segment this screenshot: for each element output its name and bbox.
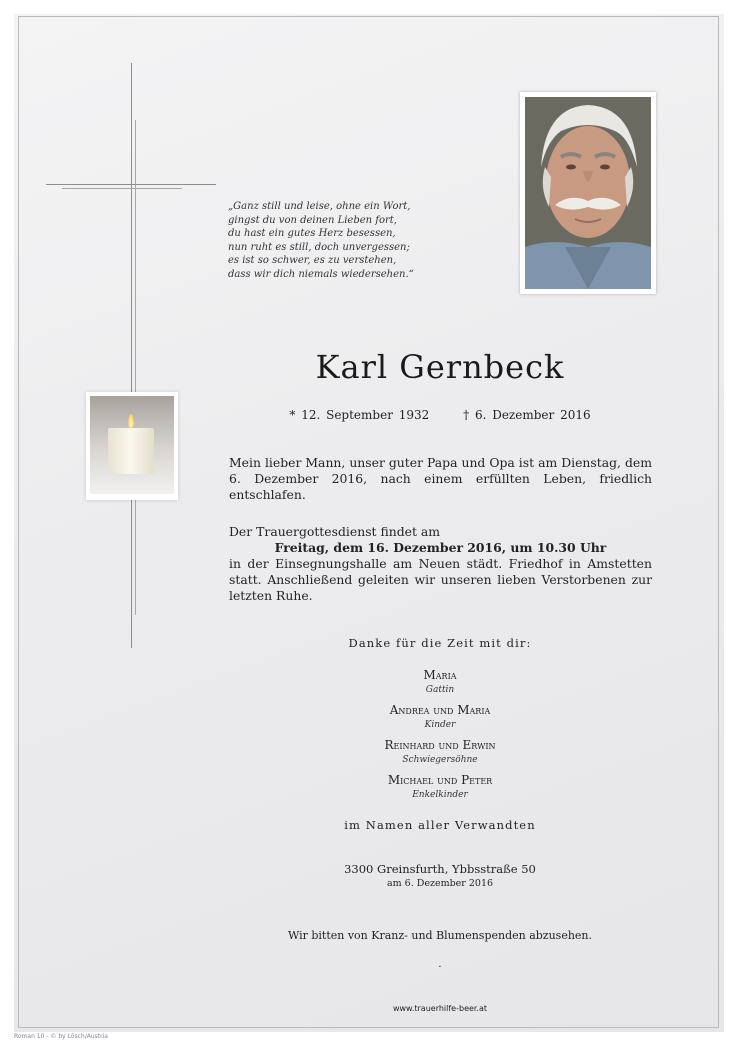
poem-line: du hast ein gutes Herz besessen, xyxy=(228,228,396,240)
portrait-photo xyxy=(520,92,656,294)
service-info xyxy=(229,524,652,604)
announcement-text: Mein lieber Mann, unser guter Papa und Opa ist am Dienstag, dem 6. Dezember 2016, nach einem erfüllten Leben, friedlich entschlafen. xyxy=(229,455,652,502)
cross-vertical-line xyxy=(131,63,132,648)
candle-image xyxy=(86,392,178,500)
website-link[interactable]: www.trauerhilfe-beer.at xyxy=(392,1004,488,1013)
candle-flame-icon xyxy=(128,414,134,428)
poem-line: gingst du von deinen Lieben fort, xyxy=(228,214,397,226)
death-date: † 6. Dezember 2016 xyxy=(463,408,591,422)
service-intro: Der Trauergottesdienst findet am xyxy=(229,524,441,539)
poem xyxy=(228,200,438,282)
portrait-figure xyxy=(525,97,651,289)
mourner-names: Maria xyxy=(423,668,457,682)
mourner-role: Gattin xyxy=(425,685,455,695)
mourner-names: Reinhard und Erwin xyxy=(384,738,496,752)
service-datetime: Freitag, dem 16. Dezember 2016, um 10.30 Uhr xyxy=(274,540,607,555)
cross-horizontal-line xyxy=(46,184,216,185)
separator-dot: · xyxy=(438,962,442,973)
birth-date: * 12. September 1932 xyxy=(289,408,430,422)
template-credit: Roman 10 - © by Lösch/Austria xyxy=(14,1033,108,1040)
poem-line: es ist so schwer, es zu verstehen, xyxy=(228,255,397,267)
mourner-names: Michael und Peter xyxy=(387,773,493,787)
thanks-line: Danke für die Zeit mit dir: xyxy=(348,636,532,650)
flowers-note: Wir bitten von Kranz- und Blumenspenden abzusehen. xyxy=(287,929,593,942)
address-date: am 6. Dezember 2016 xyxy=(386,878,494,889)
poem-line: „Ganz still und leise, ohne ein Wort, xyxy=(228,201,411,212)
candle-background xyxy=(90,396,174,494)
mourner-role: Enkelkinder xyxy=(412,790,468,800)
mourner-role: Kinder xyxy=(424,720,456,730)
mourner-role: Schwiegersöhne xyxy=(402,755,478,765)
mourner-names: Andrea und Maria xyxy=(389,703,491,717)
cross-vertical-line-inner xyxy=(135,120,136,615)
address-line: 3300 Greinsfurth, Ybbsstraße 50 xyxy=(344,862,536,876)
portrait-image xyxy=(525,97,651,289)
candle-icon xyxy=(108,428,154,474)
relatives-line: im Namen aller Verwandten xyxy=(344,818,536,832)
life-dates xyxy=(200,408,680,422)
cross-horizontal-line-inner xyxy=(62,188,182,189)
poem-line: dass wir dich niemals wiedersehen.“ xyxy=(228,268,414,280)
poem-line: nun ruht es still, doch unvergessen; xyxy=(228,241,410,253)
deceased-name: Karl Gernbeck xyxy=(315,348,565,386)
service-details: in der Einsegnungshalle am Neuen städt. Friedhof in Amstetten statt. Anschließend geleiten wir unseren lieben Verstorbenen zur letzten Ruhe. xyxy=(229,556,652,603)
